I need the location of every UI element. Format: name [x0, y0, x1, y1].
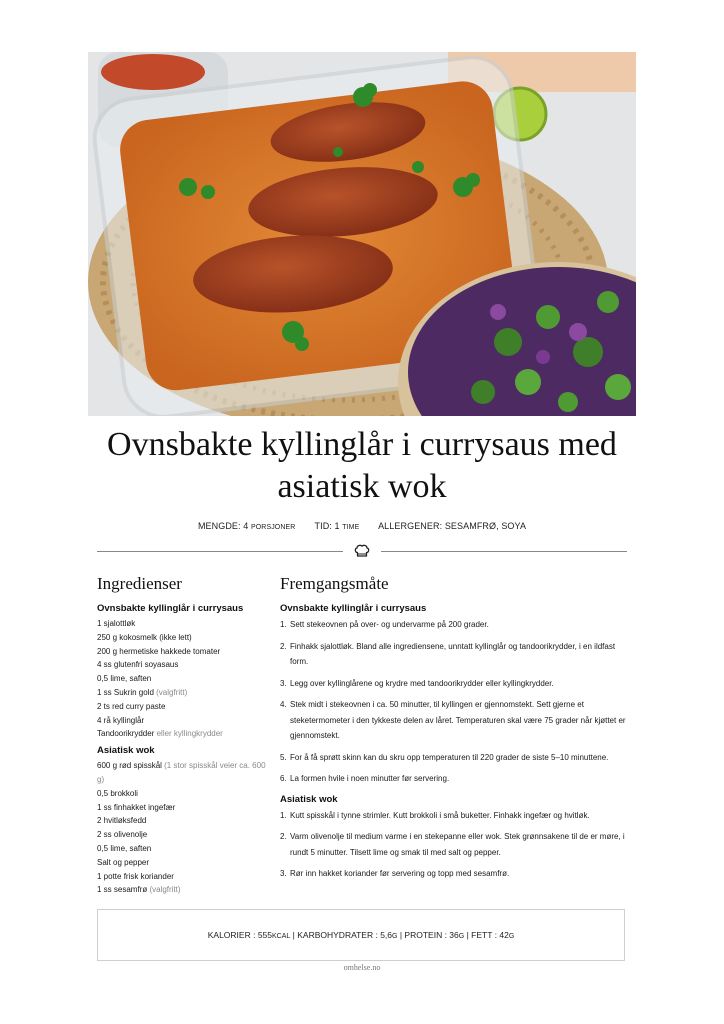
step-list [280, 617, 630, 787]
ingredient-item: 1 potte frisk koriander [97, 871, 174, 881]
step-item: 2. Varm olivenolje til medium varme i en stekepanne eller wok. Stek grønnsakene til de er møre, i rundt 5 minutter. Tilsett lime og smak til med salt og pepper. [280, 832, 625, 857]
carbs-value: 5,6 [380, 930, 393, 940]
ingredient-item: 2 ss olivenolje [97, 830, 148, 840]
step-item: 6. La formen hvile i noen minutter før servering. [280, 774, 450, 783]
ingredient-item: 2 hvitløksfedd [97, 816, 147, 826]
ingredient-item: 1 sjalottløk [97, 619, 136, 628]
hero-photo [88, 52, 636, 416]
ingredient-item: 0,5 lime, saften [97, 843, 152, 853]
recipe-title-line2: asiatisk wok [277, 468, 447, 505]
ingredient-item: Tandoorikrydder eller kyllingkrydder [97, 729, 223, 739]
divider-left [97, 551, 343, 552]
direction-group-title: Ovnsbakte kyllinglår i currysaus [280, 603, 427, 614]
ingredient-group-title: Ovnsbakte kyllinglår i currysaus [97, 603, 244, 614]
direction-group-title: Asiatisk wok [280, 793, 338, 805]
ingredient-group-wok [97, 744, 272, 897]
ingredient-item: 1 ss sesamfrø (valgfritt) [97, 885, 181, 895]
ingredient-group-chicken [97, 602, 272, 741]
recipe-title-line1: Ovnsbakte kyllinglår i currysaus med [107, 426, 617, 463]
paprika-powder [101, 54, 205, 90]
ingredient-item: 200 g hermetiske hakkede tomater [97, 646, 221, 656]
step-item: 1. Kutt spisskål i tynne strimler. Kutt brokkoli i små buketter. Finhakk ingefær og hvitløk. [280, 810, 590, 820]
nutrition-text: KALORIER : 555KCAL | KARBOHYDRATER : 5,6G | PROTEIN : 36G | FETT : 42G [207, 930, 515, 940]
ingredient-group-title: Asiatisk wok [97, 745, 155, 757]
chef-hat-icon [353, 542, 371, 560]
calories-value: 555 [257, 930, 272, 940]
allergens-label: ALLERGENER: [378, 521, 443, 531]
ingredient-list [97, 617, 272, 741]
ingredient-item: 4 rå kyllinglår [97, 715, 145, 725]
directions-column [280, 574, 630, 888]
direction-group-wok [280, 793, 630, 882]
time-value: 1 [334, 521, 340, 531]
ingredient-item: 250 g kokosmelk (ikke lett) [97, 632, 192, 642]
recipe-title [60, 424, 664, 508]
servings-value: 4 [243, 521, 249, 531]
step-item: 5. For å få sprøtt skinn kan du skru opp temperaturen til 220 grader de siste 5–10 minuttene. [280, 752, 609, 762]
directions-heading: Fremgangsmåte [280, 574, 389, 593]
ingredient-item: 600 g rød spisskål (1 stor spisskål veier ca. 600 g) [97, 761, 266, 784]
nutrition-box [97, 909, 625, 961]
direction-group-chicken [280, 602, 630, 787]
divider-right [381, 551, 627, 552]
ingredients-heading: Ingredienser [97, 574, 182, 593]
fat-value: 42 [499, 930, 509, 940]
ingredient-item: Salt og pepper [97, 857, 150, 867]
allergens-value: SESAMFRØ, SOYA [444, 521, 527, 531]
ingredient-item: 0,5 lime, saften [97, 674, 152, 684]
ingredient-item: 0,5 brokkoli [97, 788, 138, 798]
servings-unit: PORSJONER [250, 524, 296, 531]
ingredients-column [97, 574, 272, 897]
footer-site: omhelse.no [343, 963, 381, 972]
hero-photo-illustration [88, 52, 636, 416]
step-list [280, 808, 630, 882]
step-item: 3. Rør inn hakket koriander før servering og topp med sesamfrø. [280, 869, 510, 878]
recipe-meta [60, 521, 664, 531]
step-item: 4. Stek midt i stekeovnen i ca. 50 minutter, til kyllingen er gjennomstekt. Sett gjerne et steketermometer i den tykkeste delen av låret. Temperaturen skal være 75 grader når kjøttet er gjennomstekt. [280, 700, 626, 740]
ingredient-item: 1 ss finhakket ingefær [97, 802, 176, 812]
ingredient-list [97, 759, 272, 897]
step-item: 1. Sett stekeovnen på over- og undervarme på 200 grader. [280, 620, 489, 629]
ingredient-item: 1 ss Sukrin gold (valgfritt) [97, 687, 188, 697]
time-label: TID: [314, 521, 332, 531]
protein-value: 36 [449, 930, 459, 940]
ingredient-item: 4 ss glutenfri soyasaus [97, 660, 179, 670]
step-item: 2. Finhakk sjalottløk. Bland alle ingrediensene, unntatt kyllinglår og tandoorikrydder, i en ildfast form. [280, 641, 616, 666]
ingredient-item: 2 ts red curry paste [97, 701, 166, 711]
servings-label: MENGDE: [197, 521, 241, 531]
step-item: 3. Legg over kyllinglårene og krydre med tandoorikrydder eller kyllingkrydder. [280, 678, 554, 688]
time-unit: TIME [342, 524, 360, 531]
